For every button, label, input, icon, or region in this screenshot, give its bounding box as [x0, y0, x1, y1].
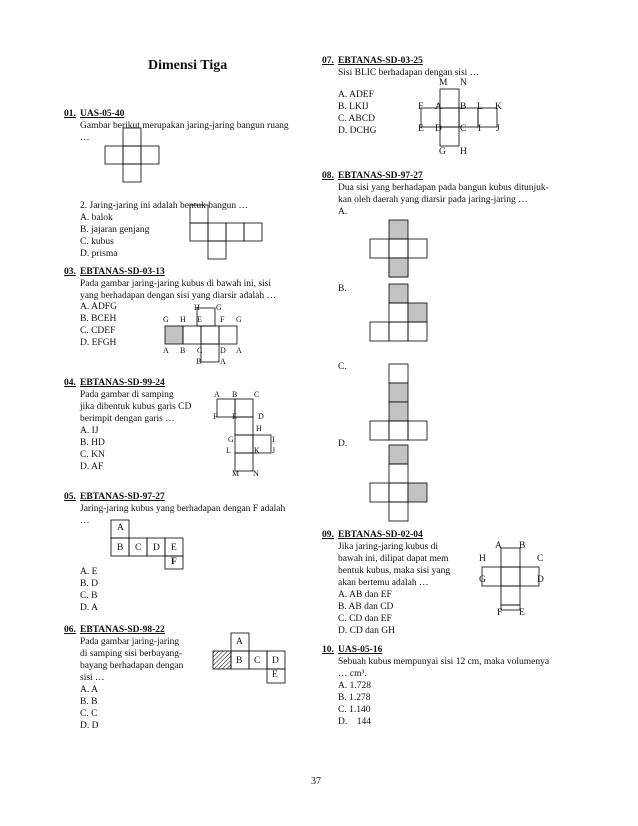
- vertex-label: H: [180, 315, 186, 324]
- vertex-label: B: [180, 346, 186, 355]
- vertex-label: G: [228, 435, 234, 444]
- option: C. kubus: [80, 237, 114, 247]
- question-source: EBTANAS-SD-99-24: [80, 378, 165, 388]
- option: C. B: [80, 591, 98, 601]
- option: D. prisma: [80, 249, 118, 259]
- vertex-label: A: [163, 346, 169, 355]
- option: C. CD dan EF: [338, 614, 392, 624]
- net-face-label: C: [135, 543, 142, 553]
- net-face-label: E: [171, 543, 177, 553]
- vertex-label: D: [537, 575, 544, 585]
- question-source: EBTANAS-SD-02-04: [338, 530, 423, 540]
- vertex-label: L: [226, 446, 231, 455]
- vertex-label: H: [194, 303, 200, 312]
- question-number: 03.: [64, 267, 76, 277]
- option: A. balok: [80, 213, 113, 223]
- vertex-label: H: [460, 147, 467, 157]
- vertex-label: D: [220, 346, 226, 355]
- question-number: 08.: [322, 171, 334, 181]
- option: B. D: [80, 579, 98, 589]
- question-source: EBTANAS-SD-97-27: [80, 492, 165, 502]
- net-face-label: F: [171, 557, 177, 567]
- net-face-label: D: [153, 543, 160, 553]
- option: B. HD: [80, 438, 105, 448]
- option: D. DCHG: [338, 126, 377, 136]
- question-text: akan bertemu adalah …: [338, 578, 429, 588]
- vertex-label: H: [256, 424, 262, 433]
- option: D. CD dan GH: [338, 626, 395, 636]
- vertex-label: M: [439, 78, 448, 88]
- question-source: EBTANAS-SD-98-22: [80, 625, 165, 635]
- option: B. AB dan CD: [338, 602, 394, 612]
- question-source: EBTANAS-SD-03-25: [338, 56, 423, 66]
- question-text: di samping sisi berbayang-: [80, 649, 183, 659]
- net-face-label: A: [236, 637, 243, 647]
- vertex-label: K: [254, 446, 260, 455]
- option: D. AF: [80, 462, 104, 472]
- question-text: bayang berhadapan dengan: [80, 661, 184, 671]
- vertex-label: I: [478, 124, 482, 134]
- question-text: Pada gambar di samping: [80, 390, 174, 400]
- vertex-label: N: [460, 78, 467, 88]
- vertex-label: A: [435, 102, 442, 112]
- net-face-label: B: [117, 543, 124, 553]
- vertex-label: I: [272, 435, 275, 444]
- option: B. jajaran genjang: [80, 225, 150, 235]
- question-text: …: [80, 133, 90, 143]
- vertex-label: E: [197, 315, 202, 324]
- question-text: bentuk kubus, maka sisi yang: [338, 566, 451, 576]
- option: A. E: [80, 567, 98, 577]
- option: A. ADFG: [80, 302, 117, 312]
- net-face-label: E: [272, 670, 278, 680]
- vertex-label: A: [495, 541, 502, 551]
- question-number: 07.: [322, 56, 334, 66]
- question-number: 09.: [322, 530, 334, 540]
- question-text: Pada gambar jaring-jaring: [80, 637, 180, 647]
- option: C. C: [80, 709, 98, 719]
- vertex-label: B: [232, 390, 238, 399]
- vertex-label: B: [196, 357, 202, 366]
- question-number: 06.: [64, 625, 76, 635]
- vertex-label: F: [418, 102, 424, 112]
- vertex-label: G: [439, 147, 446, 157]
- option: D. EFGH: [80, 338, 117, 348]
- vertex-label: E: [519, 608, 525, 618]
- question-text: jika dibentuk kubus garis CD: [80, 402, 192, 412]
- vertex-label: J: [272, 446, 276, 455]
- vertex-label: A: [236, 346, 242, 355]
- question-subtext: 2. Jaring-jaring ini adalah bentuk bangun …: [80, 201, 249, 211]
- vertex-label: L: [477, 102, 483, 112]
- vertex-label: N: [253, 469, 259, 478]
- option: C. ABCD: [338, 114, 375, 124]
- question-text: bawah ini, dilipat dapat mem: [338, 554, 449, 564]
- question-text: Pada gambar jaring-jaring kubus di bawah ini, sisi: [80, 279, 272, 289]
- question-source: EBTANAS-SD-03-13: [80, 267, 165, 277]
- vertex-label: H: [479, 554, 486, 564]
- option: B. B: [80, 697, 98, 707]
- vertex-label: K: [495, 102, 502, 112]
- option: A. AB dan EF: [338, 590, 392, 600]
- question-text: Sebuah kubus mempunyai sisi 12 cm, maka volumenya: [338, 657, 550, 667]
- question-text: yang berhadapan dengan sisi yang diarsir adalah …: [80, 291, 277, 301]
- vertex-label: J: [496, 124, 500, 134]
- question-text: Jaring-jaring kubus yang berhadapan dengan F adalah: [80, 504, 286, 514]
- option: D. A: [80, 603, 98, 613]
- vertex-label: C: [460, 124, 467, 134]
- vertex-label: A: [214, 390, 220, 399]
- question-text: sisi …: [80, 673, 105, 683]
- vertex-label: C: [254, 390, 260, 399]
- vertex-label: F: [220, 315, 225, 324]
- net-face-label: B: [236, 656, 243, 666]
- option: A. ADEF: [338, 90, 374, 100]
- vertex-label: G: [236, 315, 242, 324]
- option: C.: [338, 362, 347, 372]
- option: D.: [338, 439, 348, 449]
- option: D. 144: [338, 717, 371, 727]
- question-text: kan oleh daerah yang diarsir pada jaring-jaring …: [338, 195, 528, 205]
- question-source: EBTANAS-SD-97-27: [338, 171, 423, 181]
- page-title: Dimensi Tiga: [148, 58, 228, 73]
- vertex-label: B: [460, 102, 467, 112]
- vertex-label: G: [163, 315, 169, 324]
- vertex-label: E: [232, 412, 237, 421]
- option: A. A: [80, 685, 98, 695]
- question-text: Sisi BLIC berhadapan dengan sisi …: [338, 68, 480, 78]
- vertex-label: C: [197, 346, 203, 355]
- vertex-label: D: [435, 124, 442, 134]
- question-text: Dua sisi yang berhadapan pada bangun kubus ditunjuk-: [338, 183, 549, 193]
- question-number: 10.: [322, 645, 334, 655]
- question-text: Gambar berikut merupakan jaring-jaring bangun ruang: [80, 121, 289, 131]
- question-source: UAS-05-16: [338, 645, 383, 655]
- option: B. BCEH: [80, 314, 117, 324]
- option: B. LKIJ: [338, 102, 369, 112]
- vertex-label: E: [418, 124, 424, 134]
- question-text: … cm³.: [338, 669, 367, 679]
- option: A.: [338, 207, 348, 217]
- vertex-label: F: [497, 608, 503, 618]
- question-text: berimpit dengan garis …: [80, 414, 175, 424]
- vertex-label: B: [519, 541, 526, 551]
- question-number: 01.: [64, 109, 76, 119]
- option: C. 1.140: [338, 705, 371, 715]
- option: C. KN: [80, 450, 105, 460]
- vertex-label: D: [258, 412, 264, 421]
- vertex-label: G: [479, 575, 486, 585]
- vertex-label: C: [537, 554, 544, 564]
- net-face-label: D: [272, 656, 279, 666]
- net-face-label: A: [117, 523, 124, 533]
- option: B.: [338, 284, 347, 294]
- option: C. CDEF: [80, 326, 116, 336]
- question-source: UAS-05-40: [80, 109, 125, 119]
- question-number: 04.: [64, 378, 76, 388]
- question-number: 05.: [64, 492, 76, 502]
- net-face-label: C: [254, 656, 261, 666]
- question-text: Jika jaring-jaring kubus di: [338, 542, 438, 552]
- option: B. 1.278: [338, 693, 371, 703]
- vertex-label: M: [232, 469, 240, 478]
- option: A. IJ: [80, 426, 99, 436]
- page-number: 37: [311, 776, 321, 787]
- vertex-label: F: [213, 412, 218, 421]
- question-text: …: [80, 516, 90, 526]
- vertex-label: A: [220, 357, 226, 366]
- option: A. 1.728: [338, 681, 371, 691]
- option: D. D: [80, 721, 99, 731]
- vertex-label: G: [216, 303, 222, 312]
